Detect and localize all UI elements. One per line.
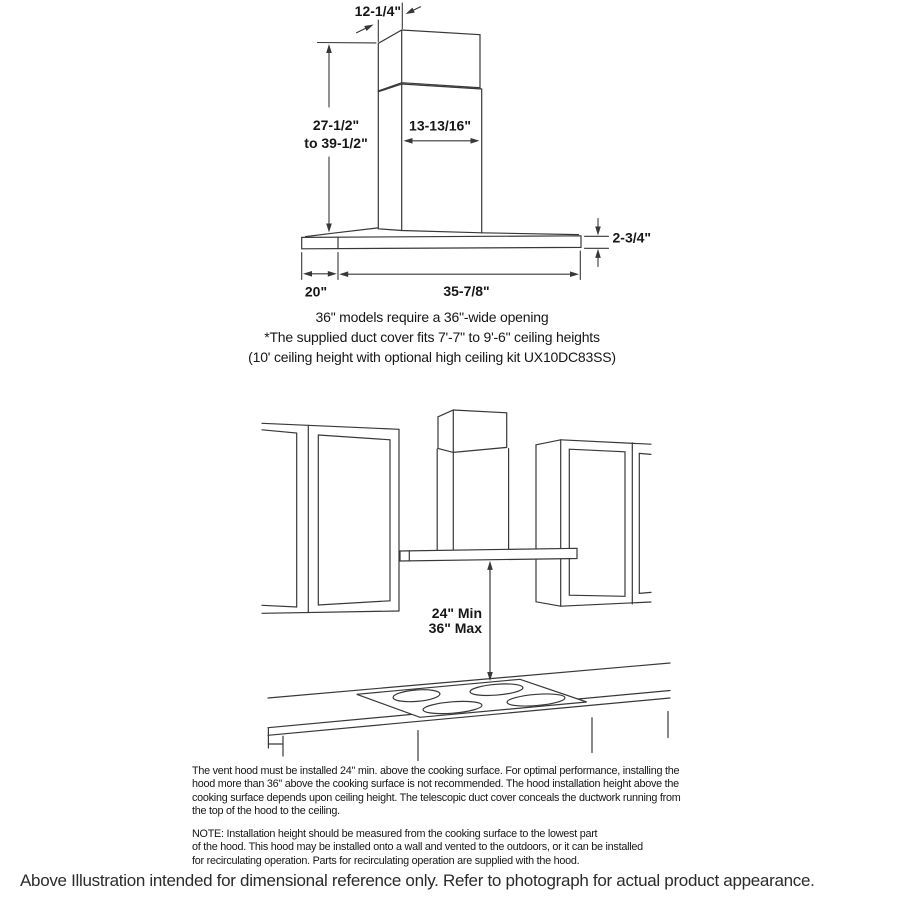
wall-cabinets-left [262,423,399,613]
duct-chimney [437,410,508,553]
spec-note-line: (10' ceiling height with optional high ceiling kit UX10DC83SS) [248,349,616,365]
height-range-label-line2: to 39-1/2" [304,135,368,151]
paragraph-line: cooking surface depends upon ceiling height. The telescopic duct cover conceals the ductwork running from [192,791,681,804]
spec-notes [0,307,864,367]
paragraph-line: The vent hood must be installed 24" min. above the cooking surface. For optimal performance, installing the [192,765,680,777]
duct-width-label: 13-13/16" [409,117,471,134]
paragraph-line: hood more than 36" above the cooking surface is not recommended. The hood installation height above the [192,778,679,791]
height-range-label-line1: 27-1/2" [312,117,360,133]
note-line: NOTE: Installation height should be measured from the cooking surface to the lowest part [192,828,598,840]
hood-width-label: 35-7/8" [443,283,490,299]
installation-note [192,828,643,868]
duct-top-depth-label: 12-1/4" [354,3,401,19]
hood-height-label: 2-3/4" [612,229,652,246]
dim-hood-height [585,219,652,267]
clearance-max-label: 36" Max [428,620,482,636]
hood-canopy [400,548,577,561]
dim-hood-depth-width [302,251,581,300]
clearance-arrow [429,561,493,681]
dim-height-range [304,43,376,233]
installation-paragraph [192,765,681,819]
hood-depth-label: 20" [304,283,328,300]
spec-note-line: *The supplied duct cover fits 7'-7" to 9'-6" ceiling heights [264,329,600,345]
clearance-min-label: 24" Min [431,605,482,621]
spec-note-line: 36" models require a 36"-wide opening [315,309,549,325]
note-line: for recirculating operation. Parts for recirculating operation are supplied with the hood. [192,854,580,867]
footer-disclaimer: Above Illustration intended for dimensional reference only. Refer to photograph for actual product appearance. [20,871,815,890]
paragraph-line: the top of the hood to the ceiling. [192,805,340,818]
wall-cabinets-right [536,440,651,606]
cooktop-counter [268,663,670,761]
note-line: of the hood. This hood may be installed onto a wall and vented to the outdoors, or it can be installed [192,841,643,854]
